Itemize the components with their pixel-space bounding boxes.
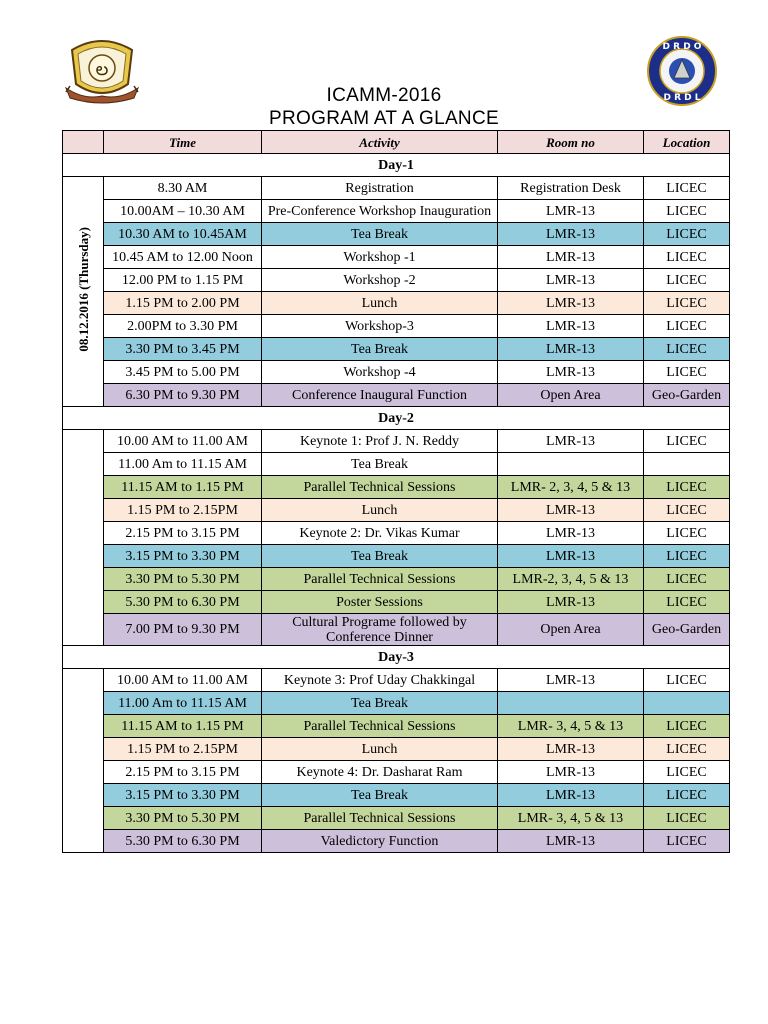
cell-activity: Poster Sessions [262, 591, 498, 614]
cell-location: LICEC [644, 715, 730, 738]
table-header-row [63, 131, 730, 154]
cell-location: LICEC [644, 177, 730, 200]
column-header-activity: Activity [262, 131, 498, 154]
cell-location: LICEC [644, 761, 730, 784]
cell-room: Registration Desk [498, 177, 644, 200]
cell-activity: Conference Inaugural Function [262, 384, 498, 407]
cell-time: 3.30 PM to 3.45 PM [104, 338, 262, 361]
cell-time: 3.15 PM to 3.30 PM [104, 784, 262, 807]
cell-time: 12.00 PM to 1.15 PM [104, 269, 262, 292]
cell-location: LICEC [644, 292, 730, 315]
cell-activity: Pre-Conference Workshop Inauguration [262, 200, 498, 223]
column-header-time: Time [104, 131, 262, 154]
table-row [63, 784, 730, 807]
cell-time: 6.30 PM to 9.30 PM [104, 384, 262, 407]
cell-room: LMR-13 [498, 430, 644, 453]
cell-activity: Cultural Programe followed by Conference Dinner [262, 614, 498, 646]
cell-location: LICEC [644, 269, 730, 292]
cell-activity: Tea Break [262, 453, 498, 476]
cell-room: LMR-13 [498, 361, 644, 384]
cell-time: 10.00AM – 10.30 AM [104, 200, 262, 223]
table-row [63, 269, 730, 292]
table-row [63, 430, 730, 453]
table-row [63, 315, 730, 338]
cell-room: LMR-13 [498, 315, 644, 338]
cell-location: LICEC [644, 784, 730, 807]
cell-time: 10.00 AM to 11.00 AM [104, 430, 262, 453]
drdo-top-text: D R D O [662, 42, 702, 52]
cell-location: LICEC [644, 830, 730, 853]
table-row [63, 522, 730, 545]
date-cell [63, 430, 104, 646]
cell-time: 2.15 PM to 3.15 PM [104, 761, 262, 784]
cell-room: LMR-13 [498, 669, 644, 692]
cell-time: 1.15 PM to 2.00 PM [104, 292, 262, 315]
cell-location: LICEC [644, 545, 730, 568]
table-row [63, 292, 730, 315]
cell-location: LICEC [644, 568, 730, 591]
cell-time: 10.45 AM to 12.00 Noon [104, 246, 262, 269]
cell-room: LMR-13 [498, 830, 644, 853]
cell-activity: Valedictory Function [262, 830, 498, 853]
table-row [63, 338, 730, 361]
cell-location: LICEC [644, 738, 730, 761]
cell-activity: Keynote 3: Prof Uday Chakkingal [262, 669, 498, 692]
table-row [63, 715, 730, 738]
day-date-label: 08.12.2016 (Thursday) [75, 227, 91, 352]
schedule-body [63, 154, 730, 853]
cell-room: LMR- 3, 4, 5 & 13 [498, 715, 644, 738]
day-header-row [63, 646, 730, 669]
cell-location: LICEC [644, 807, 730, 830]
cell-location: LICEC [644, 430, 730, 453]
table-row [63, 614, 730, 646]
svg-text:ల: ల [95, 59, 109, 80]
cell-time: 3.30 PM to 5.30 PM [104, 568, 262, 591]
cell-location: LICEC [644, 522, 730, 545]
cell-time: 8.30 AM [104, 177, 262, 200]
day-header-row [63, 154, 730, 177]
table-row [63, 669, 730, 692]
cell-room: LMR-13 [498, 200, 644, 223]
table-row [63, 223, 730, 246]
cell-time: 11.00 Am to 11.15 AM [104, 453, 262, 476]
cell-room [498, 692, 644, 715]
cell-location: LICEC [644, 669, 730, 692]
table-row [63, 453, 730, 476]
table-row [63, 545, 730, 568]
schedule-table [62, 130, 730, 853]
drdl-bottom-text: D R D L [663, 93, 701, 103]
page-title: ICAMM-2016 [326, 85, 442, 106]
cell-time: 5.30 PM to 6.30 PM [104, 830, 262, 853]
column-header-location: Location [644, 131, 730, 154]
cell-location: Geo-Garden [644, 384, 730, 407]
cell-activity: Keynote 4: Dr. Dasharat Ram [262, 761, 498, 784]
day-header-row [63, 407, 730, 430]
cell-activity: Lunch [262, 738, 498, 761]
cell-location [644, 692, 730, 715]
cell-time: 1.15 PM to 2.15PM [104, 738, 262, 761]
table-row [63, 246, 730, 269]
cell-location: Geo-Garden [644, 614, 730, 646]
day-label: Day-2 [63, 407, 730, 430]
date-cell [63, 177, 104, 407]
table-row [63, 591, 730, 614]
cell-room: LMR-13 [498, 522, 644, 545]
table-row [63, 200, 730, 223]
cell-time: 5.30 PM to 6.30 PM [104, 591, 262, 614]
table-row [63, 476, 730, 499]
cell-activity: Workshop -4 [262, 361, 498, 384]
table-row [63, 830, 730, 853]
cell-room: LMR- 2, 3, 4, 5 & 13 [498, 476, 644, 499]
cell-time: 11.15 AM to 1.15 PM [104, 715, 262, 738]
column-header-room: Room no [498, 131, 644, 154]
cell-room: LMR-13 [498, 223, 644, 246]
cell-location: LICEC [644, 499, 730, 522]
cell-location: LICEC [644, 200, 730, 223]
table-row [63, 568, 730, 591]
cell-location: LICEC [644, 476, 730, 499]
cell-room: Open Area [498, 614, 644, 646]
cell-time: 3.45 PM to 5.00 PM [104, 361, 262, 384]
cell-activity: Tea Break [262, 692, 498, 715]
table-row [63, 177, 730, 200]
cell-location: LICEC [644, 223, 730, 246]
cell-activity: Parallel Technical Sessions [262, 807, 498, 830]
cell-time: 1.15 PM to 2.15PM [104, 499, 262, 522]
cell-location [644, 453, 730, 476]
table-row [63, 738, 730, 761]
cell-activity: Tea Break [262, 784, 498, 807]
cell-activity: Lunch [262, 499, 498, 522]
cell-location: LICEC [644, 591, 730, 614]
cell-room: LMR-13 [498, 269, 644, 292]
cell-activity: Workshop -2 [262, 269, 498, 292]
cell-activity: Parallel Technical Sessions [262, 476, 498, 499]
table-row [63, 692, 730, 715]
cell-room: LMR-13 [498, 784, 644, 807]
cell-time: 11.00 Am to 11.15 AM [104, 692, 262, 715]
cell-time: 10.00 AM to 11.00 AM [104, 669, 262, 692]
cell-activity: Parallel Technical Sessions [262, 568, 498, 591]
cell-activity: Tea Break [262, 223, 498, 246]
cell-location: LICEC [644, 246, 730, 269]
page-subtitle: PROGRAM AT A GLANCE [269, 108, 499, 129]
cell-time: 10.30 AM to 10.45AM [104, 223, 262, 246]
cell-location: LICEC [644, 361, 730, 384]
cell-room [498, 453, 644, 476]
cell-room: Open Area [498, 384, 644, 407]
cell-room: LMR-13 [498, 246, 644, 269]
cell-room: LMR-13 [498, 761, 644, 784]
table-row [63, 761, 730, 784]
cell-activity: Workshop -1 [262, 246, 498, 269]
cell-activity: Keynote 1: Prof J. N. Reddy [262, 430, 498, 453]
cell-room: LMR- 3, 4, 5 & 13 [498, 807, 644, 830]
table-row [63, 361, 730, 384]
cell-activity: Lunch [262, 292, 498, 315]
day-label: Day-1 [63, 154, 730, 177]
cell-time: 3.15 PM to 3.30 PM [104, 545, 262, 568]
cell-activity: Keynote 2: Dr. Vikas Kumar [262, 522, 498, 545]
date-cell [63, 669, 104, 853]
cell-time: 11.15 AM to 1.15 PM [104, 476, 262, 499]
cell-activity: Tea Break [262, 545, 498, 568]
cell-room: LMR-13 [498, 292, 644, 315]
cell-activity: Registration [262, 177, 498, 200]
cell-time: 3.30 PM to 5.30 PM [104, 807, 262, 830]
cell-activity: Workshop-3 [262, 315, 498, 338]
day-label: Day-3 [63, 646, 730, 669]
cell-location: LICEC [644, 315, 730, 338]
cell-time: 7.00 PM to 9.30 PM [104, 614, 262, 646]
cell-activity: Tea Break [262, 338, 498, 361]
table-row [63, 499, 730, 522]
cell-room: LMR-13 [498, 499, 644, 522]
cell-room: LMR-13 [498, 591, 644, 614]
cell-room: LMR-13 [498, 545, 644, 568]
cell-activity: Parallel Technical Sessions [262, 715, 498, 738]
cell-room: LMR-13 [498, 738, 644, 761]
cell-room: LMR-13 [498, 338, 644, 361]
cell-location: LICEC [644, 338, 730, 361]
table-row [63, 807, 730, 830]
table-row [63, 384, 730, 407]
cell-time: 2.00PM to 3.30 PM [104, 315, 262, 338]
cell-time: 2.15 PM to 3.15 PM [104, 522, 262, 545]
header-blank-cell [63, 131, 104, 154]
cell-room: LMR-2, 3, 4, 5 & 13 [498, 568, 644, 591]
